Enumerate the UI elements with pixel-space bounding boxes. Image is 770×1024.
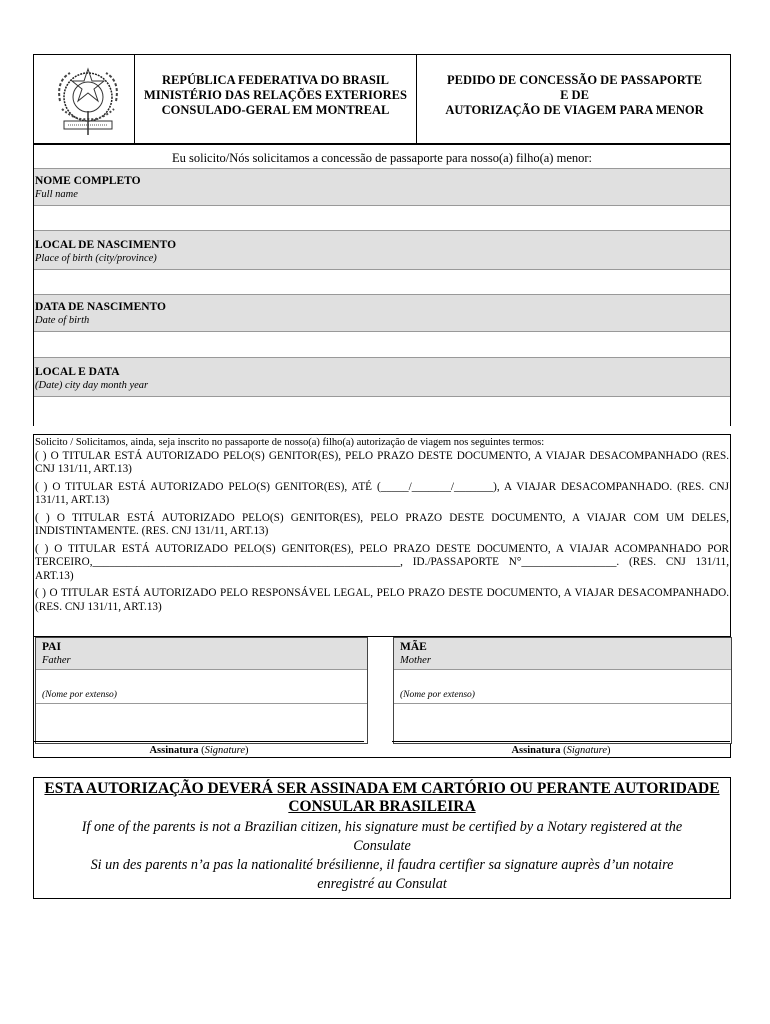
father-name-field[interactable]: (Nome por extenso)	[42, 690, 117, 700]
form-header	[33, 54, 731, 144]
father-signature-field[interactable]: Assinatura (Signature)	[34, 741, 364, 759]
father-block	[35, 637, 368, 744]
birth-date-field[interactable]	[34, 331, 730, 358]
form-title-line-2: E DE	[560, 88, 589, 102]
place-date-field[interactable]	[34, 396, 730, 426]
coat-of-arms-icon	[46, 61, 130, 139]
notice-headline: ESTA AUTORIZAÇÃO DEVERÁ SER ASSINADA EM CARTÓRIO OU PERANTE AUTORIDADE CONSULAR BRASILEIRA	[44, 780, 720, 815]
authorization-option-1[interactable]: ( ) O TITULAR ESTÁ AUTORIZADO PELO(S) GENITOR(ES), PELO PRAZO DESTE DOCUMENTO, A VIAJAR DESACOMPANHADO (RES. CNJ 131/11, ART.13)	[35, 449, 729, 475]
place-date-label: LOCAL E DATA (Date) city day month year	[34, 357, 730, 397]
notary-notice	[33, 777, 731, 899]
authorization-option-2[interactable]: ( ) O TITULAR ESTÁ AUTORIZADO PELO(S) GENITOR(ES), ATÉ (_____/_______/_______), A VIAJAR DESACOMPANHADO. (RES. CNJ 131/11, ART.13)	[35, 480, 729, 506]
mother-signature-field[interactable]: Assinatura (Signature)	[392, 741, 730, 759]
birth-date-label: DATA DE NASCIMENTO Date of birth	[34, 294, 730, 332]
country-line: REPÚBLICA FEDERATIVA DO BRASIL	[161, 73, 390, 87]
authorization-option-4[interactable]: ( ) O TITULAR ESTÁ AUTORIZADO PELO(S) GENITOR(ES), PELO PRAZO DESTE DOCUMENTO, A VIAJAR ACOMPANHADO POR TERCEIRO,_______________________________________________________, ID./PASSAPORTE N°_________________. (RES. CNJ 131/11, ART.13)	[35, 542, 729, 582]
notice-french: Si un des parents n’a pas la nationalité brésilienne, il faudra certifier sa signature auprès d’un notaire enregistré au Consulat	[90, 857, 674, 892]
parents-signature-section	[33, 636, 731, 758]
mother-label: MÃE	[400, 641, 427, 653]
authorization-option-5[interactable]: ( ) O TITULAR ESTÁ AUTORIZADO PELO RESPONSÁVEL LEGAL, PELO PRAZO DESTE DOCUMENTO, A VIAJAR DESACOMPANHADO. (RES. CNJ 131/11, ART.13)	[35, 587, 729, 613]
authorization-option-3[interactable]: ( ) O TITULAR ESTÁ AUTORIZADO PELO(S) GENITOR(ES), PELO PRAZO DESTE DOCUMENTO, A VIAJAR COM UM DELES, INDISTINTAMENTE. (RES. CNJ 131/11, ART.13)	[35, 511, 729, 537]
form-title	[417, 73, 732, 118]
minor-info-section	[33, 144, 731, 426]
notice-english: If one of the parents is not a Brazilian citizen, his signature must be certified by a Notary registered at the Consulate	[81, 819, 683, 854]
form-title-line-3: AUTORIZAÇÃO DE VIAGEM PARA MENOR	[445, 103, 704, 117]
travel-authorization-section	[33, 434, 731, 636]
birthplace-label: LOCAL DE NASCIMENTO Place of birth (city/province)	[34, 230, 730, 270]
mother-sublabel: Mother	[400, 655, 431, 666]
mother-block	[393, 637, 732, 744]
father-sublabel: Father	[42, 655, 71, 666]
birthplace-field[interactable]	[34, 269, 730, 295]
authorization-lead: Solicito / Solicitamos, ainda, seja inscrito no passaporte de nosso(a) filho(a) autorização de viagem nos seguintes termos:	[35, 437, 545, 448]
request-statement: Eu solicito/Nós solicitamos a concessão de passaporte para nosso(a) filho(a) menor:	[34, 144, 730, 169]
form-title-line-1: PEDIDO DE CONCESSÃO DE PASSAPORTE	[447, 73, 702, 87]
full-name-label: NOME COMPLETO Full name	[34, 168, 730, 206]
consulate-line: CONSULADO-GERAL EM MONTREAL	[161, 103, 390, 117]
mother-name-field[interactable]: (Nome por extenso)	[400, 690, 475, 700]
issuer-block	[135, 73, 416, 118]
father-label: PAI	[42, 641, 61, 653]
full-name-field[interactable]	[34, 205, 730, 231]
ministry-line: MINISTÉRIO DAS RELAÇÕES EXTERIORES	[144, 88, 407, 102]
